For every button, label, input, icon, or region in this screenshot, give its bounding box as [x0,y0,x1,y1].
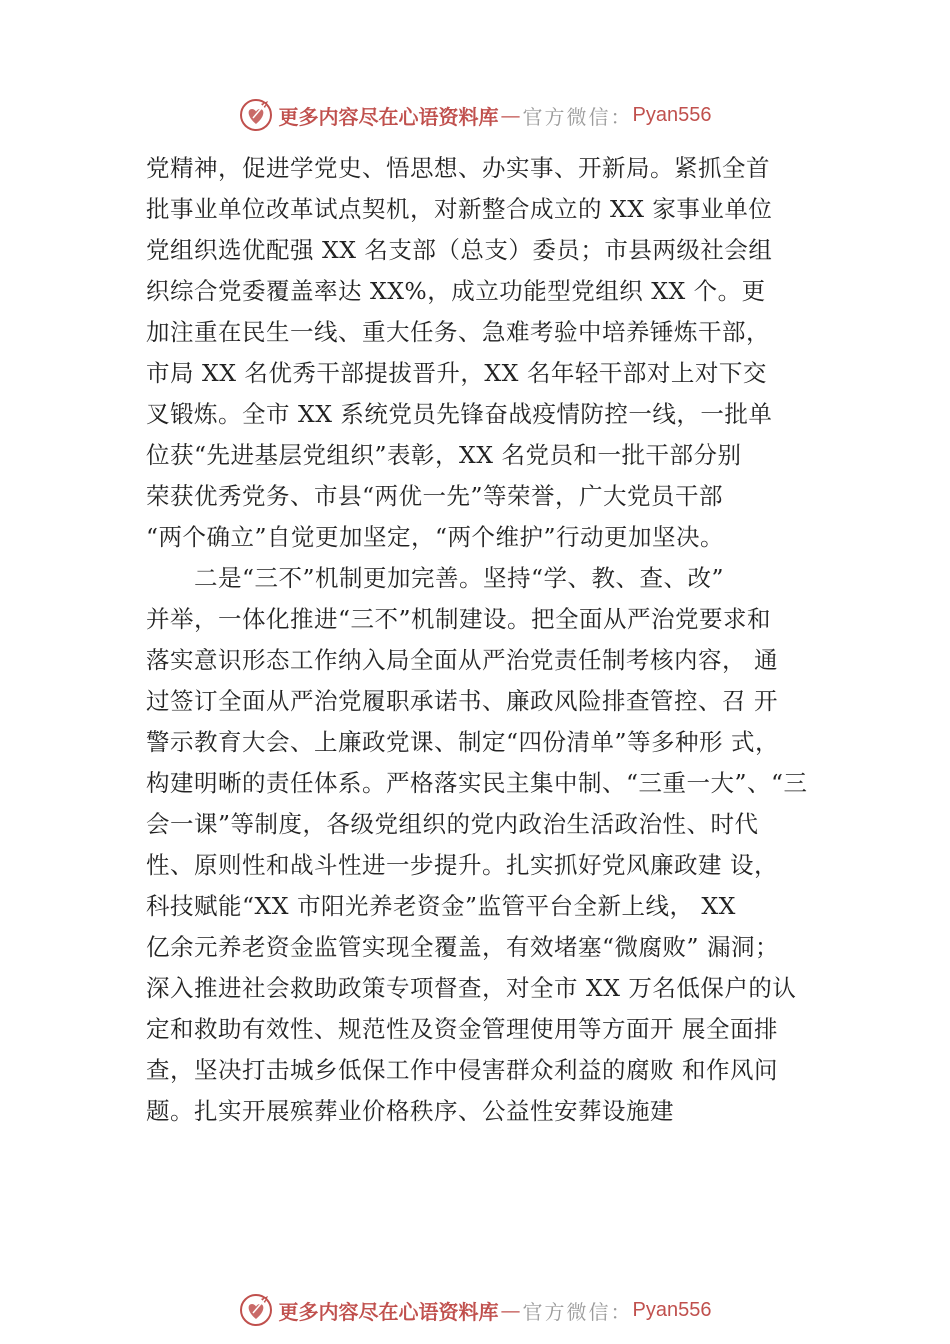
paragraph-start-line: 二是“三不”机制更加完善。坚持“学、教、查、改” [194,564,725,592]
body-line: 加注重在民生一线、重大任务、急难考验中培养锤炼干部， [146,318,770,346]
body-line: 落实意识形态工作纳入局全面从严治党责任制考核内容， 通 [146,646,778,674]
body-line: 深入推进社会救助政策专项督查，对全市 XX 万名低保户的认 [146,974,797,1002]
body-line: 党组织选优配强 XX 名支部（总支）委员；市县两级社会组 [146,236,773,264]
body-line: “两个确立”自觉更加坚定，“两个维护”行动更加坚决。 [146,523,725,551]
body-line: 定和救助有效性、规范性及资金管理使用等方面开 展全面排 [146,1015,778,1043]
watermark-brand: 更多内容尽在心语资料库 [278,104,499,129]
body-line: 并举，一体化推进“三不”机制建设。把全面从严治党要求和 [146,605,772,633]
watermark-wechat-id: Pyan556 [632,103,712,126]
body-line: 市局 XX 名优秀干部提拔晋升，XX 名年轻干部对上对下交 [146,359,767,387]
body-line: 叉锻炼。全市 XX 系统党员先锋奋战疫情防控一线，一批单 [146,400,773,428]
header-watermark [0,95,950,135]
body-line: 题。扎实开展殡葬业价格秩序、公益性安葬设施建 [146,1097,674,1125]
watermark-wechat-id: Pyan556 [632,1298,712,1321]
body-line: 党精神，促进学党史、悟思想、办实事、开新局。紧抓全首 [146,154,770,182]
body-line: 会一课”等制度，各级党组织的党内政治生活政治性、时代 [146,810,759,838]
body-line: 警示教育大会、上廉政党课、制定“四份清单”等多种形 式， [146,728,779,756]
body-line: 织综合党委覆盖率达 XX%，成立功能型党组织 XX 个。更 [146,277,766,305]
pen-heart-logo-icon [239,1293,273,1327]
body-line: 位获“先进基层党组织”表彰，XX 名党员和一批干部分别 [146,441,742,469]
body-line: 构建明晰的责任体系。严格落实民主集中制、“三重一大”、“三 [146,769,808,797]
pen-heart-logo-icon [239,98,273,132]
watermark-brand: 更多内容尽在心语资料库 [278,1299,499,1324]
watermark-official-label: 官方微信： [522,104,633,129]
footer-watermark [0,1290,950,1330]
watermark-dash: — [500,1298,521,1322]
document-body [146,148,834,1132]
body-line: 亿余元养老资金监管实现全覆盖，有效堵塞“微腐败” 漏洞； [146,933,779,961]
body-line: 科技赋能“XX 市阳光养老资金”监管平台全新上线， XX [146,892,736,920]
watermark-dash: — [500,103,521,127]
body-line: 批事业单位改革试点契机，对新整合成立的 XX 家事业单位 [146,195,773,223]
body-line: 查，坚决打击城乡低保工作中侵害群众利益的腐败 和作风问 [146,1056,778,1084]
body-line: 过签订全面从严治党履职承诺书、廉政风险排查管控、召 开 [146,687,778,715]
body-line: 荣获优秀党务、市县“两优一先”等荣誉，广大党员干部 [146,482,724,510]
body-line: 性、原则性和战斗性进一步提升。扎实抓好党风廉政建 设， [146,851,778,879]
watermark-official-label: 官方微信： [522,1299,633,1324]
